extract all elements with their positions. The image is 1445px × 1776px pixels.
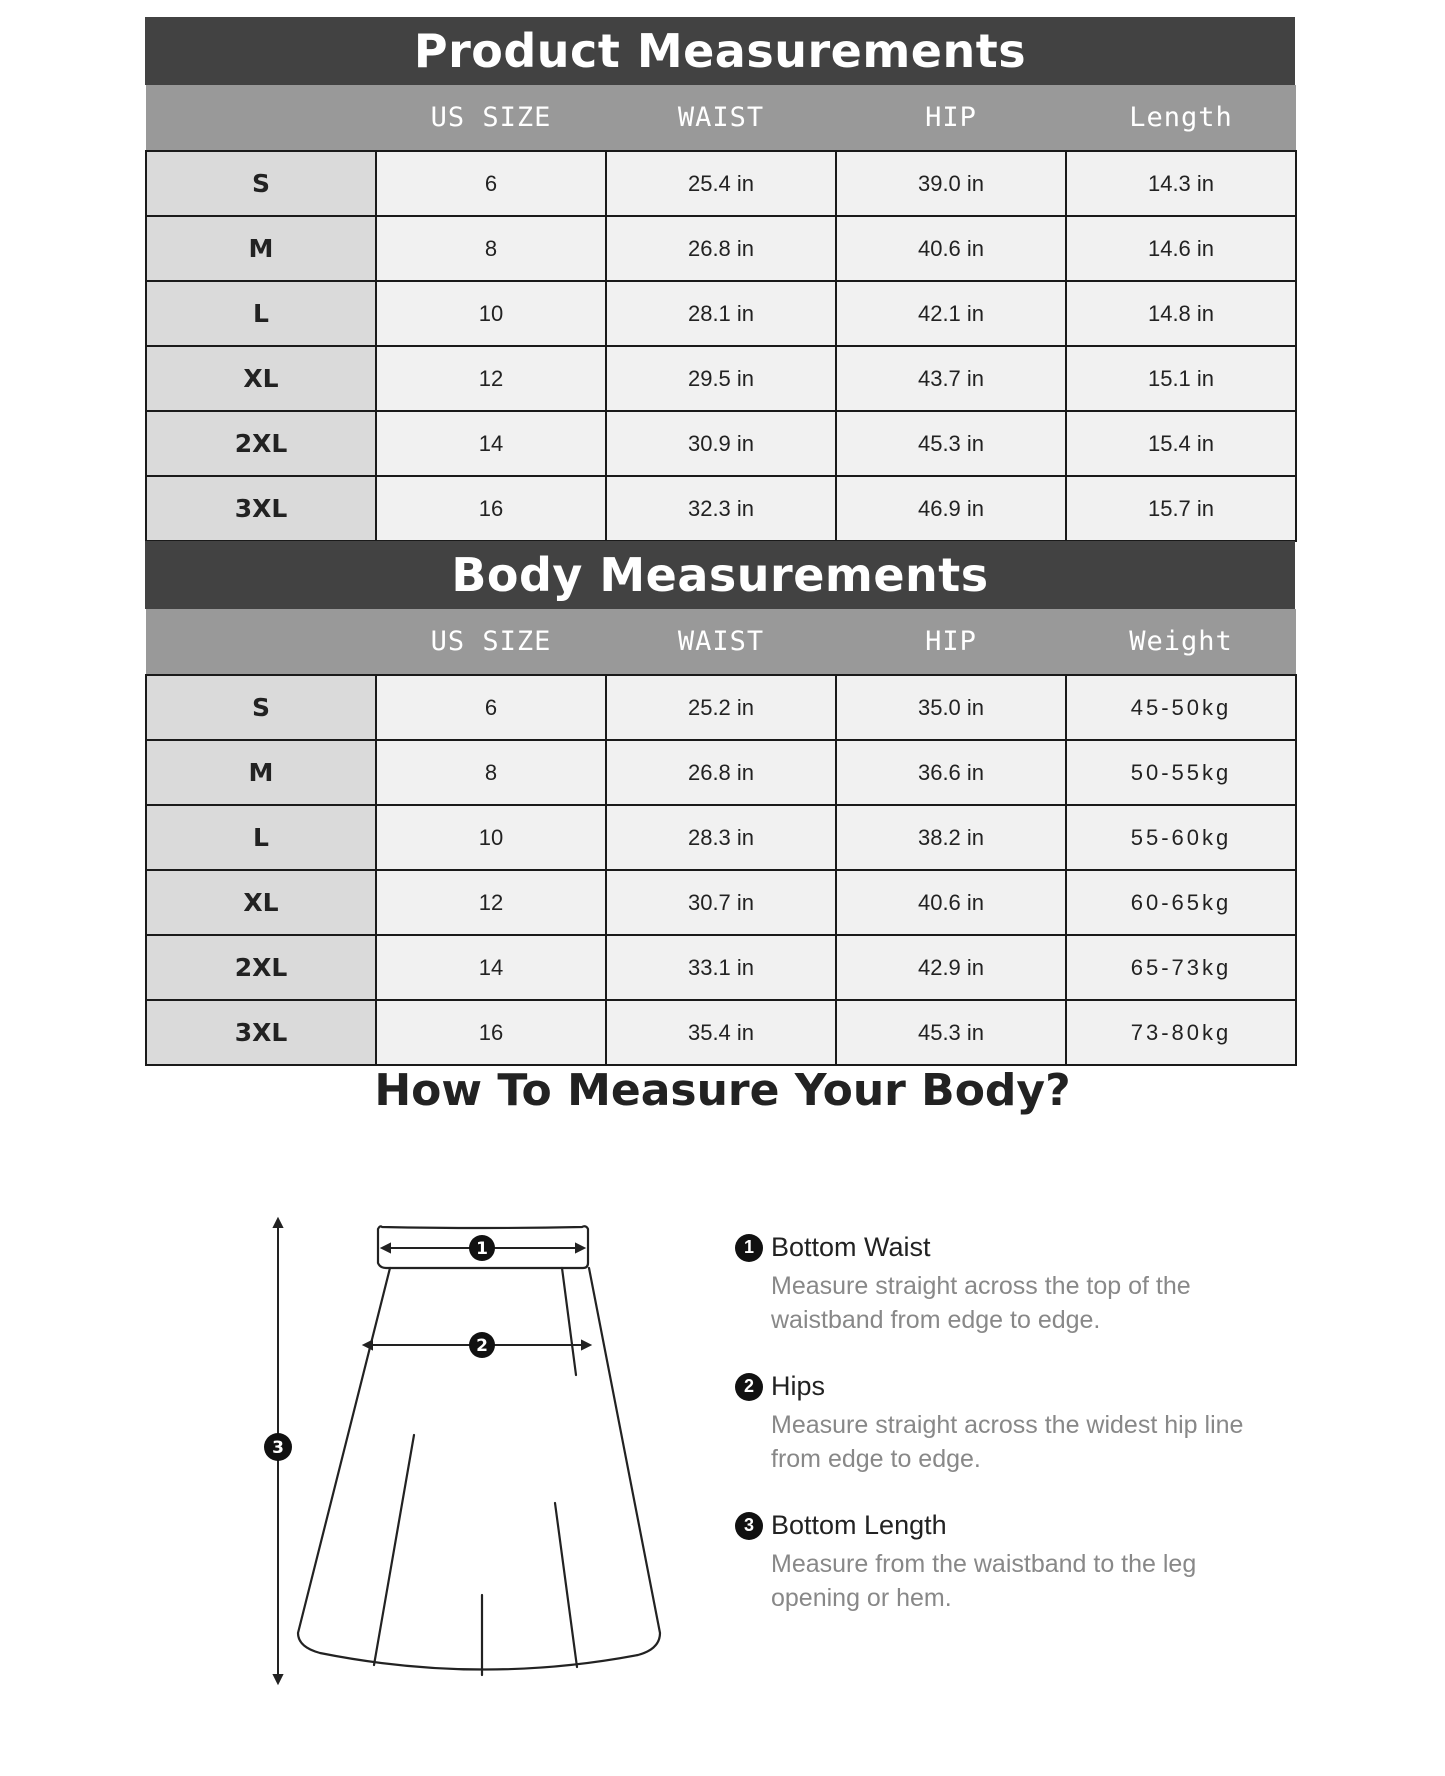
weight-cell: 55-60kg xyxy=(1066,805,1296,870)
body-measurements-chart xyxy=(145,541,1295,1066)
marker-3 xyxy=(264,1433,292,1461)
table-row xyxy=(146,935,1296,1000)
size-label-cell: 2XL xyxy=(146,935,376,1000)
table-row xyxy=(146,675,1296,740)
size-label-cell: L xyxy=(146,805,376,870)
waist-cell: 32.3 in xyxy=(606,476,836,541)
hip-cell: 36.6 in xyxy=(836,740,1066,805)
table-row xyxy=(146,476,1296,541)
size-label-cell: 3XL xyxy=(146,476,376,541)
us-size-cell: 10 xyxy=(376,805,606,870)
skirt-measurement-diagram xyxy=(250,1215,680,1695)
us-size-cell: 14 xyxy=(376,935,606,1000)
us-size-cell: 16 xyxy=(376,476,606,541)
table-row xyxy=(146,346,1296,411)
waist-cell: 30.9 in xyxy=(606,411,836,476)
hip-cell: 42.1 in xyxy=(836,281,1066,346)
waist-cell: 26.8 in xyxy=(606,740,836,805)
table-header-row xyxy=(146,85,1296,151)
weight-cell: 60-65kg xyxy=(1066,870,1296,935)
product-measurements-table xyxy=(145,85,1297,542)
measurement-arrows xyxy=(274,1219,590,1683)
length-arrowhead-top xyxy=(274,1219,282,1227)
instruction-description-line: Measure straight across the widest hip line xyxy=(771,1411,1244,1439)
waist-cell: 28.1 in xyxy=(606,281,836,346)
table-row xyxy=(146,1000,1296,1065)
instruction-description-line: from edge to edge. xyxy=(771,1445,981,1473)
hip-arrowhead-left xyxy=(364,1341,372,1349)
size-label-cell: S xyxy=(146,151,376,216)
column-header-us-size: US SIZE xyxy=(376,609,606,675)
size-label-cell: XL xyxy=(146,870,376,935)
hip-cell: 38.2 in xyxy=(836,805,1066,870)
skirt-outline xyxy=(298,1226,660,1675)
us-size-cell: 12 xyxy=(376,346,606,411)
length-cell: 14.8 in xyxy=(1066,281,1296,346)
instruction-bottom-waist xyxy=(735,1232,1295,1337)
size-label-cell: L xyxy=(146,281,376,346)
waist-cell: 35.4 in xyxy=(606,1000,836,1065)
table-row xyxy=(146,740,1296,805)
weight-cell: 73-80kg xyxy=(1066,1000,1296,1065)
waist-arrowhead-left xyxy=(382,1244,390,1252)
body-measurements-title: Body Measurements xyxy=(145,541,1295,609)
marker-1 xyxy=(469,1235,495,1261)
marker-2 xyxy=(469,1332,495,1358)
column-header-length: Length xyxy=(1066,85,1296,151)
measurement-instructions xyxy=(735,1232,1295,1649)
number-badge: 1 xyxy=(735,1234,763,1262)
instruction-description xyxy=(771,1269,1295,1337)
waist-arrowhead-right xyxy=(576,1244,584,1252)
us-size-cell: 16 xyxy=(376,1000,606,1065)
hip-cell: 40.6 in xyxy=(836,216,1066,281)
column-header-size-label xyxy=(146,85,376,151)
instruction-title: Bottom Length xyxy=(771,1510,947,1540)
column-header-waist: WAIST xyxy=(606,609,836,675)
length-cell: 14.3 in xyxy=(1066,151,1296,216)
product-measurements-title: Product Measurements xyxy=(145,17,1295,85)
length-cell: 15.7 in xyxy=(1066,476,1296,541)
hip-cell: 46.9 in xyxy=(836,476,1066,541)
hip-cell: 45.3 in xyxy=(836,1000,1066,1065)
number-badge: 3 xyxy=(735,1512,763,1540)
table-row xyxy=(146,216,1296,281)
size-label-cell: M xyxy=(146,216,376,281)
size-label-cell: M xyxy=(146,740,376,805)
instruction-title: Hips xyxy=(771,1371,826,1401)
marker-2-label: 2 xyxy=(476,1336,488,1356)
us-size-cell: 8 xyxy=(376,740,606,805)
size-label-cell: 3XL xyxy=(146,1000,376,1065)
waist-cell: 30.7 in xyxy=(606,870,836,935)
table-row xyxy=(146,805,1296,870)
product-measurements-chart xyxy=(145,17,1295,542)
instruction-description-line: Measure from the waistband to the leg xyxy=(771,1550,1197,1578)
waist-cell: 33.1 in xyxy=(606,935,836,1000)
marker-1-label: 1 xyxy=(476,1239,488,1259)
table-row xyxy=(146,151,1296,216)
pleat-line-left xyxy=(374,1435,414,1665)
table-row xyxy=(146,411,1296,476)
instruction-bottom-length xyxy=(735,1510,1295,1615)
column-header-hip: HIP xyxy=(836,85,1066,151)
length-arrowhead-bottom xyxy=(274,1675,282,1683)
hip-cell: 45.3 in xyxy=(836,411,1066,476)
instruction-description-line: Measure straight across the top of the xyxy=(771,1272,1191,1300)
body-measurements-table xyxy=(145,609,1297,1066)
hip-cell: 40.6 in xyxy=(836,870,1066,935)
size-label-cell: 2XL xyxy=(146,411,376,476)
waist-cell: 29.5 in xyxy=(606,346,836,411)
pleat-line-right xyxy=(555,1503,577,1667)
hip-cell: 43.7 in xyxy=(836,346,1066,411)
weight-cell: 45-50kg xyxy=(1066,675,1296,740)
length-cell: 14.6 in xyxy=(1066,216,1296,281)
column-header-hip: HIP xyxy=(836,609,1066,675)
table-header-row xyxy=(146,609,1296,675)
instruction-title: Bottom Waist xyxy=(771,1232,931,1262)
waist-cell: 25.4 in xyxy=(606,151,836,216)
us-size-cell: 6 xyxy=(376,675,606,740)
instruction-description xyxy=(771,1547,1295,1615)
us-size-cell: 10 xyxy=(376,281,606,346)
skirt-body-shape xyxy=(298,1268,660,1670)
instruction-description-line: opening or hem. xyxy=(771,1584,952,1612)
us-size-cell: 12 xyxy=(376,870,606,935)
waist-cell: 25.2 in xyxy=(606,675,836,740)
waist-cell: 28.3 in xyxy=(606,805,836,870)
size-label-cell: S xyxy=(146,675,376,740)
size-label-cell: XL xyxy=(146,346,376,411)
hip-arrowhead-right xyxy=(582,1341,590,1349)
column-header-weight: Weight xyxy=(1066,609,1296,675)
marker-3-label: 3 xyxy=(272,1438,284,1458)
column-header-us-size: US SIZE xyxy=(376,85,606,151)
instruction-description-line: waistband from edge to edge. xyxy=(771,1306,1101,1334)
weight-cell: 50-55kg xyxy=(1066,740,1296,805)
how-to-measure-title: How To Measure Your Body? xyxy=(374,1065,1071,1116)
number-badge: 2 xyxy=(735,1373,763,1401)
side-seam-line xyxy=(562,1268,576,1375)
column-header-waist: WAIST xyxy=(606,85,836,151)
hip-cell: 42.9 in xyxy=(836,935,1066,1000)
us-size-cell: 14 xyxy=(376,411,606,476)
table-row xyxy=(146,870,1296,935)
us-size-cell: 6 xyxy=(376,151,606,216)
hip-cell: 39.0 in xyxy=(836,151,1066,216)
length-cell: 15.4 in xyxy=(1066,411,1296,476)
hip-cell: 35.0 in xyxy=(836,675,1066,740)
waist-cell: 26.8 in xyxy=(606,216,836,281)
column-header-size-label xyxy=(146,609,376,675)
us-size-cell: 8 xyxy=(376,216,606,281)
instruction-hips xyxy=(735,1371,1295,1476)
length-cell: 15.1 in xyxy=(1066,346,1296,411)
table-row xyxy=(146,281,1296,346)
instruction-description xyxy=(771,1408,1295,1476)
weight-cell: 65-73kg xyxy=(1066,935,1296,1000)
